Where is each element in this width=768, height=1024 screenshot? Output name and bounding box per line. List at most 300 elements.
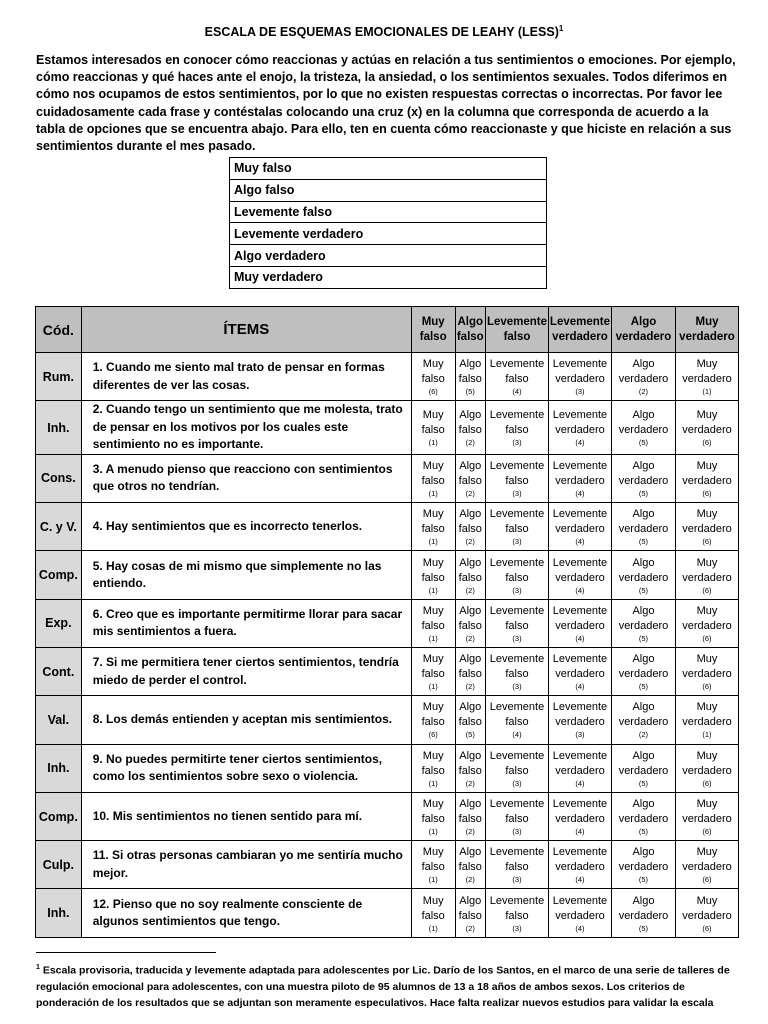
answer-cell[interactable] <box>486 599 549 647</box>
answer-score: (6) <box>702 585 712 595</box>
table-row <box>36 551 739 599</box>
answer-label: verdadero <box>618 716 669 729</box>
answer-label: Levemente <box>489 798 545 811</box>
answer-score: (2) <box>638 387 649 397</box>
answer-score: (1) <box>428 438 438 448</box>
answer-label: verdadero <box>555 668 605 681</box>
row-code: Val. <box>36 696 82 744</box>
answer-label: falso <box>505 813 529 826</box>
answer-score: (2) <box>465 875 475 885</box>
answer-cell[interactable] <box>548 551 611 599</box>
answer-cell[interactable] <box>548 792 611 840</box>
answer-label: Levemente <box>489 604 545 617</box>
items-table <box>35 306 739 938</box>
answer-label: falso <box>458 909 482 922</box>
answer-score: (6) <box>702 778 712 788</box>
answer-score: (4) <box>575 682 585 692</box>
answer-label: Muy <box>696 894 718 907</box>
answer-label: verdadero <box>682 424 732 437</box>
answer-label: verdadero <box>682 373 732 386</box>
answer-cell[interactable] <box>455 353 485 401</box>
answer-score: (3) <box>575 387 585 397</box>
table-row <box>36 599 739 647</box>
answer-label: verdadero <box>555 373 605 386</box>
answer-label: falso <box>458 424 482 437</box>
answer-cell[interactable] <box>455 841 485 889</box>
table-row <box>36 889 739 937</box>
answer-label: Muy <box>696 508 718 521</box>
answer-label: Levemente <box>489 701 545 714</box>
answer-label: Levemente <box>552 846 608 859</box>
legend-row <box>230 158 547 180</box>
answer-score: (3) <box>512 537 522 547</box>
row-item-text: 11. Si otras personas cambiaran yo me sentiría mucho mejor. <box>81 841 411 889</box>
answer-score: (3) <box>575 730 585 740</box>
answer-score: (6) <box>702 633 712 643</box>
answer-score: (4) <box>575 438 585 448</box>
answer-cell[interactable] <box>675 889 738 937</box>
answer-cell[interactable] <box>455 401 485 455</box>
answer-cell[interactable] <box>486 401 549 455</box>
answer-cell[interactable] <box>548 841 611 889</box>
answer-cell[interactable] <box>486 503 549 551</box>
answer-cell[interactable] <box>411 551 455 599</box>
answer-score: (2) <box>465 827 475 837</box>
answer-cell[interactable] <box>675 551 738 599</box>
answer-label: Levemente <box>489 894 545 907</box>
answer-label: verdadero <box>682 619 732 632</box>
legend-option: Levemente verdadero <box>230 223 547 245</box>
answer-cell[interactable] <box>611 503 675 551</box>
answer-label: falso <box>458 861 482 874</box>
answer-cell[interactable] <box>411 454 455 502</box>
row-item-text: 12. Pienso que no soy realmente consciente de algunos sentimientos que tengo. <box>81 889 411 937</box>
answer-label: Levemente <box>489 459 545 472</box>
answer-cell[interactable] <box>611 647 675 695</box>
answer-label: falso <box>421 716 445 729</box>
answer-score: (2) <box>465 633 475 643</box>
answer-label: Algo <box>459 358 482 371</box>
table-row <box>36 647 739 695</box>
answer-label: Levemente <box>552 508 608 521</box>
answer-label: falso <box>458 474 482 487</box>
header-option <box>611 307 675 353</box>
header-option-word: verdadero <box>615 330 672 343</box>
answer-cell[interactable] <box>486 841 549 889</box>
answer-score: (2) <box>638 730 649 740</box>
answer-cell[interactable] <box>486 454 549 502</box>
answer-score: (1) <box>428 488 438 498</box>
answer-score: (2) <box>465 537 475 547</box>
answer-label: Muy <box>696 653 718 666</box>
answer-label: falso <box>458 764 482 777</box>
answer-label: Levemente <box>552 894 608 907</box>
answer-cell[interactable] <box>611 744 675 792</box>
answer-score: (5) <box>638 875 649 885</box>
answer-cell[interactable] <box>548 599 611 647</box>
row-code: Exp. <box>36 599 82 647</box>
answer-score: (3) <box>512 585 522 595</box>
answer-score: (5) <box>465 387 475 397</box>
answer-cell[interactable] <box>675 696 738 744</box>
header-option-word: Levemente <box>549 315 611 328</box>
answer-cell[interactable] <box>411 744 455 792</box>
answer-label: Algo <box>459 749 482 762</box>
header-option-word: falso <box>419 330 447 343</box>
answer-score: (1) <box>428 827 438 837</box>
answer-score: (1) <box>428 875 438 885</box>
legend-row <box>230 266 547 288</box>
answer-label: Algo <box>632 459 655 472</box>
answer-score: (4) <box>512 387 522 397</box>
table-row <box>36 744 739 792</box>
answer-cell[interactable] <box>411 353 455 401</box>
answer-score: (6) <box>428 730 438 740</box>
answer-label: Algo <box>632 508 655 521</box>
answer-label: verdadero <box>618 764 669 777</box>
answer-cell[interactable] <box>486 647 549 695</box>
legend-option: Muy falso <box>230 158 547 180</box>
answer-cell[interactable] <box>455 454 485 502</box>
header-cod: Cód. <box>36 307 82 353</box>
answer-label: Algo <box>459 604 482 617</box>
answer-label: verdadero <box>682 813 732 826</box>
answer-label: falso <box>505 764 529 777</box>
answer-cell[interactable] <box>411 401 455 455</box>
answer-cell[interactable] <box>611 696 675 744</box>
row-code: Culp. <box>36 841 82 889</box>
answer-cell[interactable] <box>455 889 485 937</box>
answer-score: (6) <box>702 875 712 885</box>
answer-label: verdadero <box>555 619 605 632</box>
answer-score: (6) <box>702 488 712 498</box>
row-code: Inh. <box>36 889 82 937</box>
answer-label: Muy <box>422 508 444 521</box>
answer-score: (3) <box>512 488 522 498</box>
answer-cell[interactable] <box>675 503 738 551</box>
header-items: ÍTEMS <box>81 307 411 353</box>
answer-score: (4) <box>575 585 585 595</box>
answer-score: (5) <box>638 438 649 448</box>
answer-cell[interactable] <box>611 889 675 937</box>
answer-label: Levemente <box>489 846 545 859</box>
answer-score: (2) <box>465 438 475 448</box>
answer-cell[interactable] <box>411 599 455 647</box>
answer-label: falso <box>458 619 482 632</box>
answer-cell[interactable] <box>675 647 738 695</box>
answer-label: verdadero <box>618 813 669 826</box>
answer-label: verdadero <box>682 764 732 777</box>
answer-label: Algo <box>632 749 655 762</box>
answer-label: Algo <box>459 508 482 521</box>
answer-label: verdadero <box>682 668 732 681</box>
answer-score: (3) <box>512 633 522 643</box>
answer-cell[interactable] <box>548 696 611 744</box>
answer-label: falso <box>458 668 482 681</box>
answer-score: (1) <box>428 633 438 643</box>
title-footnote-mark: 1 <box>558 24 564 33</box>
answer-cell[interactable] <box>411 889 455 937</box>
answer-label: Muy <box>696 701 718 714</box>
answer-cell[interactable] <box>675 401 738 455</box>
answer-label: Muy <box>696 846 718 859</box>
row-item-text: 3. A menudo pienso que reacciono con sentimientos que otros no tendrían. <box>81 454 411 502</box>
answer-label: Algo <box>632 653 655 666</box>
answer-cell[interactable] <box>611 454 675 502</box>
answer-label: falso <box>421 764 445 777</box>
answer-cell[interactable] <box>548 454 611 502</box>
answer-score: (4) <box>512 730 522 740</box>
answer-label: Muy <box>422 409 444 422</box>
answer-label: Algo <box>632 701 655 714</box>
answer-label: Muy <box>696 459 718 472</box>
answer-cell[interactable] <box>411 696 455 744</box>
answer-cell[interactable] <box>611 353 675 401</box>
answer-label: verdadero <box>555 523 605 536</box>
answer-label: Algo <box>632 409 655 422</box>
answer-cell[interactable] <box>486 744 549 792</box>
answer-label: Algo <box>632 894 655 907</box>
answer-label: verdadero <box>618 619 669 632</box>
answer-cell[interactable] <box>411 503 455 551</box>
answer-cell[interactable] <box>675 599 738 647</box>
answer-cell[interactable] <box>548 353 611 401</box>
answer-score: (6) <box>702 827 712 837</box>
answer-cell[interactable] <box>411 647 455 695</box>
answer-label: falso <box>421 571 445 584</box>
answer-cell[interactable] <box>455 599 485 647</box>
table-row <box>36 503 739 551</box>
answer-label: falso <box>421 523 445 536</box>
answer-label: Algo <box>459 409 482 422</box>
answer-cell[interactable] <box>611 599 675 647</box>
answer-label: Muy <box>422 798 444 811</box>
answer-label: Levemente <box>552 409 608 422</box>
legend-option: Algo falso <box>230 179 547 201</box>
answer-cell[interactable] <box>455 503 485 551</box>
answer-score: (1) <box>428 585 438 595</box>
answer-label: falso <box>421 813 445 826</box>
header-option-word: falso <box>456 330 484 343</box>
answer-label: falso <box>458 813 482 826</box>
answer-cell[interactable] <box>411 792 455 840</box>
answer-score: (4) <box>575 778 585 788</box>
answer-label: Levemente <box>552 798 608 811</box>
answer-label: Muy <box>696 358 718 371</box>
answer-label: verdadero <box>618 424 669 437</box>
answer-cell[interactable] <box>486 889 549 937</box>
answer-cell[interactable] <box>611 551 675 599</box>
answer-score: (3) <box>512 778 522 788</box>
row-code: Cont. <box>36 647 82 695</box>
answer-label: Muy <box>422 749 444 762</box>
footnote-divider <box>36 952 216 953</box>
answer-label: falso <box>458 523 482 536</box>
header-option <box>411 307 455 353</box>
answer-label: Levemente <box>552 701 608 714</box>
answer-label: falso <box>505 909 529 922</box>
row-item-text: 8. Los demás entienden y aceptan mis sentimientos. <box>81 696 411 744</box>
answer-cell[interactable] <box>675 454 738 502</box>
answer-label: Muy <box>422 459 444 472</box>
header-option-word: Algo <box>457 315 484 328</box>
answer-cell[interactable] <box>486 551 549 599</box>
answer-label: verdadero <box>682 571 732 584</box>
answer-label: Muy <box>696 409 718 422</box>
legend-option: Muy verdadero <box>230 266 547 288</box>
answer-label: verdadero <box>555 424 605 437</box>
answer-label: falso <box>505 571 529 584</box>
answer-label: falso <box>421 373 445 386</box>
answer-label: verdadero <box>682 716 732 729</box>
answer-label: verdadero <box>682 474 732 487</box>
answer-label: falso <box>421 668 445 681</box>
answer-score: (1) <box>428 682 438 692</box>
table-row <box>36 401 739 455</box>
answer-cell[interactable] <box>411 841 455 889</box>
row-code: Inh. <box>36 744 82 792</box>
answer-score: (2) <box>465 778 475 788</box>
answer-cell[interactable] <box>611 401 675 455</box>
table-row <box>36 792 739 840</box>
row-code: Rum. <box>36 353 82 401</box>
answer-score: (4) <box>575 488 585 498</box>
answer-label: falso <box>458 373 482 386</box>
answer-score: (3) <box>512 875 522 885</box>
answer-score: (2) <box>465 682 475 692</box>
answer-label: Algo <box>632 846 655 859</box>
answer-label: verdadero <box>555 909 605 922</box>
header-option-word: Levemente <box>486 315 548 328</box>
answer-cell[interactable] <box>675 841 738 889</box>
answer-score: (6) <box>702 923 712 933</box>
answer-cell[interactable] <box>675 744 738 792</box>
answer-score: (5) <box>638 633 649 643</box>
answer-cell[interactable] <box>611 841 675 889</box>
legend-row <box>230 201 547 223</box>
answer-label: verdadero <box>618 861 669 874</box>
answer-score: (4) <box>575 633 585 643</box>
answer-label: Muy <box>422 556 444 569</box>
answer-score: (5) <box>638 585 649 595</box>
footnote-text: Escala provisoria, traducida y levemente adaptada para adolescentes por Lic. Darío de los Santos, en el marco de una serie de talleres de regulación emocional para adolescentes, con una muestra piloto de 95 alumnos de 13 a 18 años de ambos sexos. Los criterios de ponderación de los resultados que se adjuntan son meramente especulativos. Hace falta realizar nuevos estudios para validar la escala <box>36 964 730 1009</box>
answer-cell[interactable] <box>675 353 738 401</box>
answer-label: Levemente <box>552 358 608 371</box>
header-option <box>486 307 549 353</box>
answer-score: (1) <box>428 778 438 788</box>
header-option <box>455 307 485 353</box>
answer-score: (5) <box>638 778 649 788</box>
answer-score: (1) <box>428 537 438 547</box>
answer-cell[interactable] <box>548 401 611 455</box>
header-option-word: verdadero <box>552 330 608 343</box>
answer-label: verdadero <box>618 909 669 922</box>
answer-label: falso <box>505 619 529 632</box>
answer-score: (5) <box>638 923 649 933</box>
answer-label: Levemente <box>552 604 608 617</box>
legend-row <box>230 223 547 245</box>
answer-score: (6) <box>702 682 712 692</box>
answer-cell[interactable] <box>611 792 675 840</box>
row-item-text: 7. Si me permitiera tener ciertos sentimientos, tendría miedo de perder el control. <box>81 647 411 695</box>
answer-cell[interactable] <box>548 744 611 792</box>
answer-score: (4) <box>575 827 585 837</box>
answer-label: falso <box>421 909 445 922</box>
answer-cell[interactable] <box>675 792 738 840</box>
answer-cell[interactable] <box>548 647 611 695</box>
row-code: C. y V. <box>36 503 82 551</box>
table-row <box>36 841 739 889</box>
answer-label: Levemente <box>489 653 545 666</box>
answer-label: verdadero <box>555 764 605 777</box>
answer-cell[interactable] <box>486 792 549 840</box>
row-item-text: 9. No puedes permitirte tener ciertos sentimientos, como los sentimientos sobre sexo o violencia. <box>81 744 411 792</box>
answer-label: falso <box>421 474 445 487</box>
answer-score: (5) <box>638 488 649 498</box>
row-item-text: 1. Cuando me siento mal trato de pensar en formas diferentes de ver las cosas. <box>81 353 411 401</box>
answer-cell[interactable] <box>455 696 485 744</box>
answer-label: Muy <box>422 653 444 666</box>
answer-label: falso <box>505 474 529 487</box>
answer-label: falso <box>421 619 445 632</box>
answer-score: (5) <box>638 682 649 692</box>
answer-label: verdadero <box>682 861 732 874</box>
answer-cell[interactable] <box>455 744 485 792</box>
answer-cell[interactable] <box>548 503 611 551</box>
answer-label: verdadero <box>555 861 605 874</box>
answer-label: falso <box>421 424 445 437</box>
legend-row <box>230 245 547 267</box>
answer-label: falso <box>505 424 529 437</box>
answer-label: Algo <box>459 798 482 811</box>
answer-label: Muy <box>422 604 444 617</box>
row-code: Comp. <box>36 792 82 840</box>
answer-label: verdadero <box>618 523 669 536</box>
answer-label: falso <box>505 523 529 536</box>
row-item-text: 5. Hay cosas de mi mismo que simplemente no las entiendo. <box>81 551 411 599</box>
answer-cell[interactable] <box>548 889 611 937</box>
table-header-row <box>36 307 739 353</box>
header-option-word: Algo <box>630 315 657 328</box>
answer-label: verdadero <box>555 474 605 487</box>
answer-label: Algo <box>459 846 482 859</box>
row-code: Comp. <box>36 551 82 599</box>
answer-cell[interactable] <box>486 353 549 401</box>
answer-label: Levemente <box>489 508 545 521</box>
answer-label: Muy <box>422 894 444 907</box>
answer-cell[interactable] <box>455 792 485 840</box>
answer-score: (3) <box>512 827 522 837</box>
header-option-word: Muy <box>421 315 445 328</box>
answer-score: (3) <box>512 438 522 448</box>
row-item-text: 6. Creo que es importante permitirme llorar para sacar mis sentimientos a fuera. <box>81 599 411 647</box>
answer-cell[interactable] <box>486 696 549 744</box>
answer-score: (2) <box>465 488 475 498</box>
answer-label: verdadero <box>618 571 669 584</box>
answer-label: falso <box>505 668 529 681</box>
answer-cell[interactable] <box>455 551 485 599</box>
answer-score: (2) <box>465 923 475 933</box>
answer-label: Muy <box>422 358 444 371</box>
answer-score: (5) <box>638 537 649 547</box>
answer-label: Levemente <box>489 556 545 569</box>
answer-cell[interactable] <box>455 647 485 695</box>
answer-label: Algo <box>459 459 482 472</box>
answer-score: (4) <box>575 923 585 933</box>
answer-score: (5) <box>638 827 649 837</box>
row-code: Cons. <box>36 454 82 502</box>
answer-label: verdadero <box>555 716 605 729</box>
